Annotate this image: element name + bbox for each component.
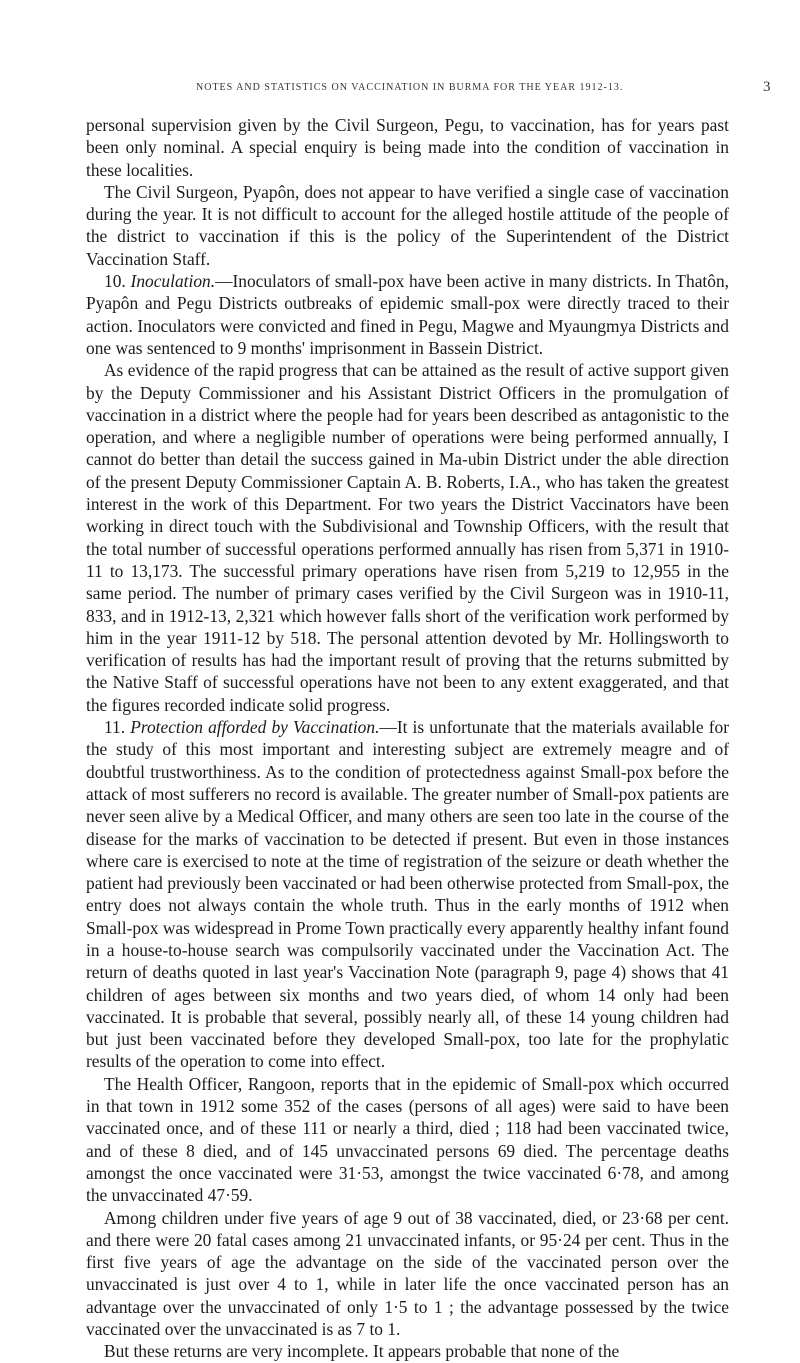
section-heading: Protection afforded by Vaccination. xyxy=(130,717,380,738)
body-text xyxy=(86,114,729,1363)
paragraph xyxy=(86,1340,729,1362)
paragraph-text: —It is unfortunate that the materials available for the study of this most important and interesting subject are extremely meagre and of doubtful trustworthiness. As to the condition of protectedness against Small-pox before the attack of most sufferers no record is available. The greater number of Small-pox patients are never seen alive by a Medical Officer, and many others are seen too late in the course of the disease for the marks of vaccination to be detected if present. But even in those instances where care is exercised to note at the time of registration of the seizure or death whether the patient had previously been vaccinated or had been otherwise protected from Small-pox, the entry does not always contain the whole truth. Thus in the early months of 1912 when Small-pox was widespread in Prome Town practically every apparently healthy infant found in a house-to-house search was compulsorily vaccinated under the Vaccination Act. The return of deaths quoted in last year's Vaccination Note (paragraph 9, page 4) shows that 41 children of ages between six months and two years died, of whom 14 only had been vaccinated. It is probable that several, possibly nearly all, of these 14 young children had but just been vaccinated before they developed Small-pox, too late for the prophylatic results of the operation to come into effect. xyxy=(86,717,729,1072)
section-paragraph xyxy=(86,716,729,1073)
paragraph xyxy=(86,359,729,716)
paragraph-text: But these returns are very incomplete. It appears probable that none of the xyxy=(104,1341,620,1362)
section-number: 11. xyxy=(104,717,126,738)
section-paragraph xyxy=(86,270,729,359)
paragraph-text: —Inoculators of small-pox have been active in many districts. In Thatôn, Pyapôn and Pegu Districts outbreaks of epidemic small-pox were directly traced to their action. Inoculators were convicted and fined in Pegu, Magwe and Myaungmya Districts and one was sentenced to 9 months' imprisonment in Bassein District. xyxy=(86,271,729,358)
paragraph-text: The Civil Surgeon, Pyapôn, does not appear to have verified a single case of vaccination during the year. It is not difficult to account for the alleged hostile attitude of the people of the district to vaccination if this is the policy of the Superintendent of the District Vaccination Staff. xyxy=(86,181,729,269)
paragraph-text: The Health Officer, Rangoon, reports that in the epidemic of Small-pox which occurred in that town in 1912 some 352 of the cases (persons of all ages) were said to have been vaccinated once, and of these 111 or nearly a third, died ; 118 had been vaccinated twice, and of these 8 died, and of 145 unvaccinated persons 69 died. The percentage deaths amongst the once vaccinated were 31·53, amongst the twice vaccinated 6·78, and among the unvaccinated 47·59. xyxy=(86,1073,729,1206)
paragraph xyxy=(86,181,729,270)
running-head: NOTES AND STATISTICS ON VACCINATION IN BURMA FOR THE YEAR 1912-13. xyxy=(196,82,624,93)
page-number: 3 xyxy=(763,79,771,95)
paragraph-text: personal supervision given by the Civil Surgeon, Pegu, to vaccination, has for years past been only nominal. A special enquiry is being made into the condition of vaccination in these localities. xyxy=(86,115,729,180)
paragraph-text: Among children under five years of age 9 out of 38 vaccinated, died, or 23·68 per cent. and there were 20 fatal cases among 21 unvaccinated infants, or 95·24 per cent. Thus in the first five years of age the advantage on the side of the vaccinated person over the unvaccinated is just over 4 to 1, while in later life the once vaccinated person has an advantage over the unvaccinated of only 1·5 to 1 ; the advantage possessed by the twice vaccinated over the unvaccinated is as 7 to 1. xyxy=(86,1207,729,1340)
paragraph xyxy=(86,1073,729,1207)
paragraph-text: As evidence of the rapid progress that can be attained as the result of active support given by the Deputy Commissioner and his Assistant District Officers in the promulgation of vaccination in a district where the people had for years been described as antagonistic to the operation, and where a negligible number of operations were being performed annually, I cannot do better than detail the success gained in Ma-ubin District under the able direction of the present Deputy Commissioner Captain A. B. Roberts, I.A., who has taken the greatest interest in the work of this Department. For two years the District Vaccinators have been working in direct touch with the Subdivisional and Township Officers, with the result that the total number of successful operations performed annually has risen from 5,371 in 1910-11 to 13,173. The successful primary operations have risen from 5,219 to 12,955 in the same period. The number of primary cases verified by the Civil Surgeon was in 1910-11, 833, and in 1912-13, 2,321 which however falls short of the verification work performed by him in the year 1911-12 by 518. The personal attention devoted by Mr. Hollingsworth to verification of results has had the important result of proving that the returns submitted by the Native Staff of successful operations have not been to any extent exaggerated, and that the figures recorded indicate solid progress. xyxy=(86,360,729,715)
paragraph xyxy=(86,1207,729,1341)
section-number: 10. xyxy=(104,271,126,292)
section-heading: Inoculation. xyxy=(130,271,216,292)
paragraph xyxy=(86,114,729,181)
